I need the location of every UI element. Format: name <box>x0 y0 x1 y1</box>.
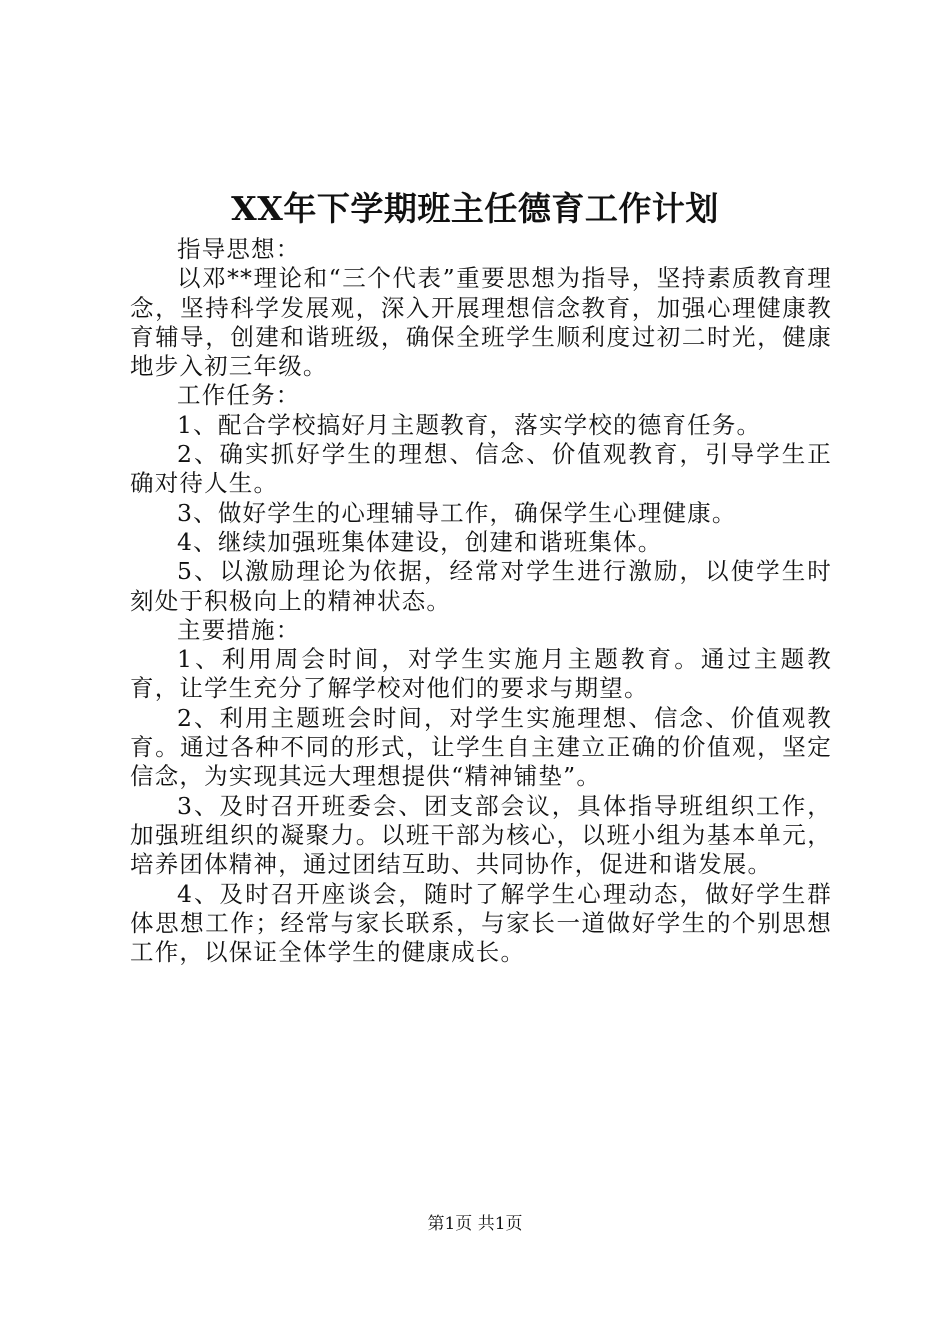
measure-item-3: 3、及时召开班委会、团支部会议，具体指导班组织工作，加强班组织的凝聚力。以班干部为核心，以班小组为基本单元，培养团体精神，通过团结互助、共同协作，促进和谐发展。 <box>130 791 832 879</box>
measure-item-4: 4、及时召开座谈会，随时了解学生心理动态，做好学生群体思想工作；经常与家长联系，与家长一道做好学生的个别思想工作，以保证全体学生的健康成长。 <box>130 879 832 967</box>
page-title: XX年下学期班主任德育工作计划 <box>231 189 719 228</box>
document-body <box>130 235 832 967</box>
task-item-3: 3、做好学生的心理辅导工作，确保学生心理健康。 <box>177 498 737 527</box>
section-heading-main-measures: 主要措施： <box>177 615 301 644</box>
measure-item-2: 2、利用主题班会时间，对学生实施理想、信念、价值观教育。通过各种不同的形式，让学生自主建立正确的价值观，坚定信念，为实现其远大理想提供“精神铺垫”。 <box>130 703 832 791</box>
section-heading-guiding-thought: 指导思想： <box>177 235 301 263</box>
page-footer: 第1页 共1页 <box>427 1214 523 1234</box>
task-item-1: 1、配合学校搞好月主题教育，落实学校的德育任务。 <box>177 410 762 439</box>
paragraph-guiding-thought: 以邓**理论和“三个代表”重要思想为指导，坚持素质教育理念，坚持科学发展观，深入开展理想信念教育，加强心理健康教育辅导，创建和谐班级，确保全班学生顺利度过初二时光，健康地步入初三年级。 <box>130 264 832 381</box>
task-item-4: 4、继续加强班集体建设，创建和谐班集体。 <box>177 527 663 556</box>
section-heading-work-tasks: 工作任务： <box>177 381 301 410</box>
measure-item-1: 1、利用周会时间，对学生实施月主题教育。通过主题教育，让学生充分了解学校对他们的要求与期望。 <box>130 645 832 703</box>
task-item-2: 2、确实抓好学生的理想、信念、价值观教育，引导学生正确对待人生。 <box>130 440 832 498</box>
task-item-5: 5、以激励理论为依据，经常对学生进行激励，以使学生时刻处于积极向上的精神状态。 <box>130 557 832 615</box>
